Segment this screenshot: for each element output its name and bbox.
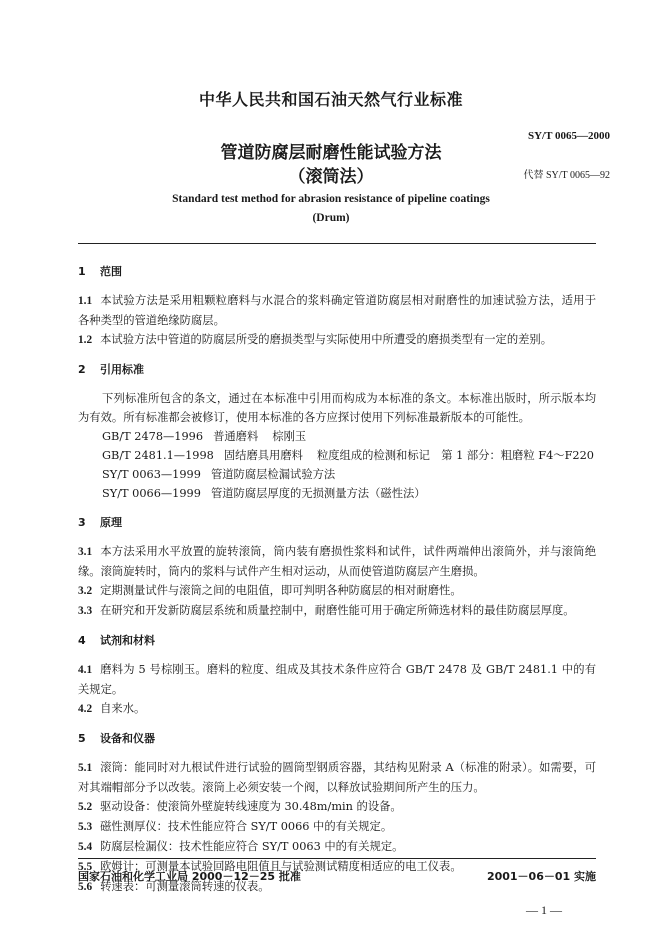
- header-divider: [78, 243, 596, 244]
- clause-number: 5.2: [78, 801, 93, 813]
- document-subtitle: （滚筒法）: [288, 167, 374, 187]
- clause: [78, 817, 596, 837]
- intro-paragraph: 下列标准所包含的条文，通过在本标准中引用而构成为本标准的条文。本标准出版时，所示版本均为有效。所有标准都会被修订，使用本标准的各方应探讨使用下列标准最新版本的可能性。: [78, 392, 596, 424]
- reference-code: GB/T 2478—1996: [102, 430, 204, 443]
- section-number: 3: [78, 516, 86, 529]
- clause-text: 磨料为 5 号棕刚玉。磨料的粒度、组成及其技术条件应符合 GB/T 2478 及 GB/T 2481.1 中的有关规定。: [78, 663, 596, 696]
- approval-date: 国家石油和化学工业局 2000－12－25 批准: [78, 870, 301, 883]
- clause-text: 自来水。: [100, 702, 146, 715]
- clause: [78, 601, 596, 621]
- clause-number: 3.1: [78, 546, 93, 558]
- reference-code: SY/T 0066—1999: [102, 487, 201, 500]
- clause-text: 欧姆计：可测量本试验回路电阻值且与试验测试精度相适应的电工仪表。: [100, 860, 462, 873]
- section-title: 引用标准: [100, 363, 144, 376]
- clause: [78, 330, 596, 350]
- english-title: Standard test method for abrasion resistance of pipeline coatings: [172, 193, 490, 205]
- section-heading: [78, 729, 596, 748]
- clause-number: 5.1: [78, 762, 93, 774]
- clause-text: 定期测量试件与滚筒之间的电阻值，即可判明各种防腐层的相对耐磨性。: [100, 584, 462, 597]
- clause: [78, 837, 596, 857]
- clause-text: 本试验方法中管道的防腐层所受的磨损类型与实际使用中所遭受的磨损类型有一定的差别。: [100, 333, 553, 346]
- reference-name: 普通磨料: [213, 430, 259, 443]
- clause-text: 滚筒：能同时对九根试件进行试验的圆筒型钢质容器，其结构见附录 A（标准的附录）。如需要，可对其端帽部分予以改装。滚筒上必须安装一个阀，以释放试验期间所产生的压力。: [78, 761, 596, 794]
- clause-number: 5.4: [78, 841, 93, 853]
- clause-number: 5.3: [78, 821, 93, 833]
- clause-number: 4.2: [78, 703, 93, 715]
- reference-item: [102, 484, 596, 503]
- standard-number: SY/T 0065—2000: [527, 130, 610, 142]
- clause: [78, 758, 596, 797]
- section-title: 范围: [100, 265, 122, 278]
- clause-text: 在研究和开发新防腐层系统和质量控制中，耐磨性能可用于确定所筛选材料的最佳防腐层厚度。: [100, 604, 575, 617]
- reference-item: [102, 427, 596, 446]
- clause-text: 转速表：可测量滚筒转速的仪表。: [100, 880, 270, 893]
- clause: [78, 660, 596, 699]
- page-number: — 1 —: [526, 903, 562, 917]
- clause: [78, 291, 596, 330]
- reference-extra: 粒度组成的检测和标记 第 1 部分：粗磨粒 F4～F220: [316, 449, 594, 462]
- document-title: 管道防腐层耐磨性能试验方法: [220, 143, 442, 163]
- clause-text: 本试验方法是采用粗颗粒磨料与水混合的浆料确定管道防腐层相对耐磨性的加速试验方法，适用于各种类型的管道绝缘防腐层。: [78, 294, 596, 327]
- clause: [78, 699, 596, 719]
- section-number: 4: [78, 634, 86, 647]
- section-title: 原理: [100, 516, 122, 529]
- clause-text: 本方法采用水平放置的旋转滚筒，筒内装有磨损性浆料和试件，试件两端伸出滚筒外，并与滚筒绝缘。滚筒旋转时，筒内的浆料与试件产生相对运动，从而使管道防腐层产生磨损。: [78, 545, 596, 578]
- replaces-standard: 代替 SY/T 0065—92: [523, 170, 610, 181]
- section-heading: [78, 262, 596, 281]
- reference-code: GB/T 2481.1—1998: [102, 449, 214, 462]
- section-number: 1: [78, 265, 86, 278]
- implementation-date: 2001－06－01 实施: [486, 870, 596, 883]
- footer-divider: [78, 858, 596, 859]
- clause-text: 防腐层检漏仪：技术性能应符合 SY/T 0063 中的有关规定。: [100, 840, 404, 853]
- reference-name: 管道防腐层检漏试验方法: [210, 468, 336, 481]
- reference-extra: 棕刚玉: [272, 430, 307, 443]
- section-number: 2: [78, 363, 86, 376]
- clause-number: 5.6: [78, 881, 93, 893]
- document-body: [78, 262, 596, 897]
- reference-item: [102, 465, 596, 484]
- clause-number: 1.2: [78, 334, 93, 346]
- clause: [78, 581, 596, 601]
- clause-number: 5.5: [78, 861, 93, 873]
- clause-number: 1.1: [78, 295, 93, 307]
- section-number: 5: [78, 732, 86, 745]
- clause-number: 3.3: [78, 605, 93, 617]
- section-heading: [78, 360, 596, 379]
- clause: [78, 542, 596, 581]
- clause: [78, 797, 596, 817]
- section-heading: [78, 631, 596, 650]
- clause-number: 4.1: [78, 664, 93, 676]
- section-heading: [78, 513, 596, 532]
- reference-name: 管道防腐层厚度的无损测量方法（磁性法）: [210, 487, 426, 500]
- reference-name: 固结磨具用磨料: [223, 449, 303, 462]
- clause-number: 3.2: [78, 585, 93, 597]
- english-subtitle: (Drum): [312, 212, 350, 224]
- reference-item: [102, 446, 596, 465]
- section-title: 试剂和材料: [100, 634, 155, 647]
- issuing-organization: 中华人民共和国石油天然气行业标准: [198, 90, 463, 109]
- clause-text: 磁性测厚仪：技术性能应符合 SY/T 0066 中的有关规定。: [100, 820, 393, 833]
- reference-code: SY/T 0063—1999: [102, 468, 201, 481]
- clause-text: 驱动设备：使滚筒外壁旋转线速度为 30.48m/min 的设备。: [100, 800, 402, 813]
- section-title: 设备和仪器: [100, 732, 155, 745]
